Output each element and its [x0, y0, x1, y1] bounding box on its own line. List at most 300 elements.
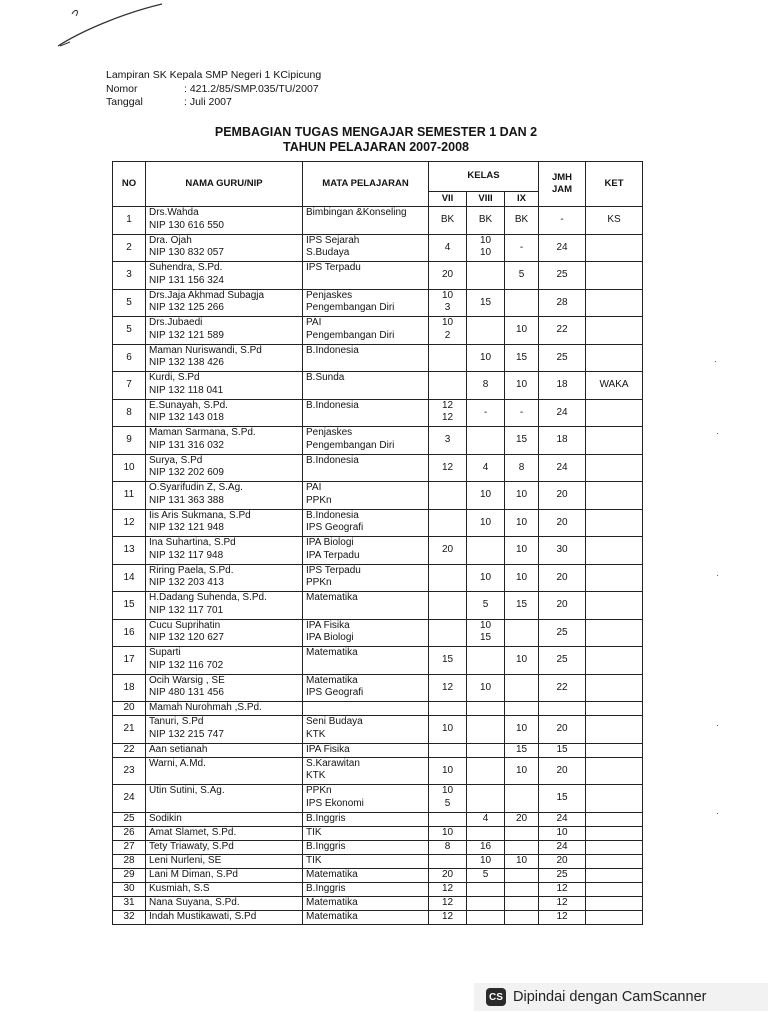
cell-vii — [429, 289, 467, 317]
cell-name — [146, 372, 303, 400]
cell-vii — [429, 564, 467, 592]
table-row — [113, 840, 643, 854]
cell-no — [113, 674, 146, 702]
col-header-ket: KET — [586, 162, 643, 207]
cell-ket — [586, 716, 643, 744]
cell-ket — [586, 868, 643, 882]
cell-no — [113, 647, 146, 675]
header-nomor-value: : 421.2/85/SMP.035/TU/2007 — [184, 82, 319, 95]
cell-vii-value: 10 — [441, 317, 454, 328]
cell-subject — [303, 896, 429, 910]
cell-name-line: NIP 132 117 701 — [149, 604, 224, 616]
cell-no — [113, 454, 146, 482]
cell-jml — [539, 674, 586, 702]
cell-vii-value: 12 — [441, 399, 454, 411]
cell-ix — [505, 592, 539, 620]
cell-ket — [586, 619, 643, 647]
table-row — [113, 868, 643, 882]
cell-name-line: NIP 132 215 747 — [149, 728, 224, 740]
cell-name — [146, 207, 303, 235]
cell-jml — [539, 854, 586, 868]
cell-viii — [467, 647, 505, 675]
cell-ix — [505, 564, 539, 592]
table-row — [113, 454, 643, 482]
cell-ix — [505, 344, 539, 372]
col-header-jml-line1: JMH — [551, 171, 573, 183]
cell-name-line: Indah Mustikawati, S.Pd — [149, 910, 257, 922]
cell-ket — [586, 785, 643, 813]
cell-jml-line: 25 — [556, 626, 568, 638]
cell-ix — [505, 882, 539, 896]
cell-subject-line: IPA Biologi — [306, 632, 354, 643]
edge-mark: · — [716, 428, 719, 438]
cell-vii-value: 10 — [441, 826, 454, 838]
cell-jml — [539, 716, 586, 744]
cell-subject-line: B.Inggris — [306, 882, 346, 894]
cell-subject-line: PAI — [306, 317, 322, 328]
cell-no — [113, 743, 146, 757]
cell-jml — [539, 509, 586, 537]
cell-jml-line: 20 — [556, 764, 568, 776]
cell-name-line: Nana Suyana, S.Pd. — [149, 896, 240, 908]
cell-name-line: NIP 132 116 702 — [149, 659, 224, 671]
cell-vii-value: 12 — [441, 896, 454, 908]
cell-viii — [467, 344, 505, 372]
cell-no-line: 28 — [123, 854, 135, 866]
cell-no-line: 16 — [123, 626, 135, 638]
cell-jml — [539, 702, 586, 716]
cell-subject-line: IPS Ekonomi — [306, 797, 364, 809]
cell-subject-line: TIK — [306, 826, 322, 838]
cell-ix — [505, 647, 539, 675]
cell-subject-line: Matematika — [306, 896, 358, 908]
cell-subject-line: Matematika — [306, 868, 358, 880]
cell-subject-line: B.Indonesia — [306, 399, 359, 411]
cell-viii-value: 10 — [479, 681, 492, 693]
cell-jml — [539, 868, 586, 882]
cell-subject — [303, 289, 429, 317]
cell-viii — [467, 482, 505, 510]
col-header-no: NO — [113, 162, 146, 207]
cell-no-line: 30 — [123, 882, 135, 894]
cell-name-line: Amat Slamet, S.Pd. — [149, 826, 237, 838]
cell-subject — [303, 840, 429, 854]
table-row — [113, 482, 643, 510]
cell-subject — [303, 910, 429, 924]
cell-ket — [586, 882, 643, 896]
cell-viii — [467, 674, 505, 702]
cell-jml-line: 20 — [556, 599, 568, 610]
cell-name — [146, 674, 303, 702]
cell-subject — [303, 882, 429, 896]
table-row — [113, 647, 643, 675]
header-tanggal-row — [106, 96, 321, 110]
cell-vii — [429, 882, 467, 896]
cell-subject — [303, 785, 429, 813]
cell-vii-value: 20 — [441, 269, 454, 280]
table-row — [113, 743, 643, 757]
cell-subject-line: Matematika — [306, 647, 358, 658]
header-tanggal-label: Tanggal — [106, 96, 143, 108]
cell-name-line: Utin Sutini, S.Ag. — [149, 785, 225, 796]
cell-jml — [539, 826, 586, 840]
cell-jml — [539, 372, 586, 400]
cell-ix — [505, 509, 539, 537]
cell-subject-line: Pengembangan Diri — [306, 329, 395, 341]
cell-jml — [539, 427, 586, 455]
cell-viii-value: 10 — [479, 571, 492, 583]
cell-no — [113, 868, 146, 882]
cell-ix-value: 10 — [515, 324, 528, 335]
cell-name — [146, 564, 303, 592]
cell-ix — [505, 454, 539, 482]
cell-jml — [539, 482, 586, 510]
cell-name-line: NIP 132 118 041 — [149, 384, 224, 396]
cell-viii — [467, 619, 505, 647]
cell-name — [146, 289, 303, 317]
cell-subject-line: B.Inggris — [306, 812, 346, 824]
cell-no-line: 23 — [123, 764, 135, 776]
cell-subject-line: IPA Biologi — [306, 537, 354, 548]
header-nomor-row — [106, 83, 321, 97]
cell-jml-line: 12 — [556, 896, 568, 908]
cell-jml-line: 20 — [556, 516, 568, 528]
cell-subject-line: TIK — [306, 854, 322, 866]
cell-name-line: NIP 132 203 413 — [149, 577, 224, 588]
cell-name-line: NIP 132 121 589 — [149, 329, 224, 341]
cell-vii-value: 4 — [444, 241, 451, 253]
cell-name-line: Ocih Warsig , SE — [149, 674, 225, 686]
table-row — [113, 537, 643, 565]
table-row — [113, 826, 643, 840]
cell-no-line: 26 — [123, 826, 135, 838]
cell-name-line: H.Dadang Suhenda, S.Pd. — [149, 592, 267, 603]
cell-subject-line: Matematika — [306, 910, 358, 922]
cell-viii — [467, 716, 505, 744]
cell-no-line: 32 — [123, 910, 135, 922]
cell-ix — [505, 896, 539, 910]
cell-subject — [303, 716, 429, 744]
cell-jml-line: 24 — [556, 461, 568, 473]
cell-jml-line: 24 — [556, 241, 568, 253]
cell-vii-value: 15 — [441, 654, 454, 665]
cell-name — [146, 702, 303, 716]
col-header-ix: IX — [505, 192, 539, 207]
cell-no-line: 17 — [123, 654, 135, 665]
cell-subject-line: B.Indonesia — [306, 509, 359, 521]
cell-ix-value: 10 — [515, 544, 528, 555]
cell-subject — [303, 482, 429, 510]
cell-ix-value: - — [519, 241, 524, 253]
cell-vii-value: 5 — [444, 797, 451, 809]
cell-ket — [586, 854, 643, 868]
cell-subject-line: IPS Sejarah — [306, 234, 360, 246]
cell-name-line: Aan setianah — [149, 743, 208, 755]
cell-subject-line: Bimbingan &Konseling — [306, 207, 407, 218]
cell-jml — [539, 896, 586, 910]
cell-subject — [303, 399, 429, 427]
cell-no — [113, 207, 146, 235]
cell-jml-line: 20 — [556, 489, 568, 500]
cell-no-line: 15 — [123, 599, 135, 610]
cell-vii — [429, 537, 467, 565]
table-row — [113, 882, 643, 896]
cell-ix — [505, 840, 539, 854]
cell-ix-value: 5 — [518, 269, 525, 280]
cell-viii-value: 15 — [479, 296, 492, 308]
cell-no — [113, 537, 146, 565]
cell-no-line: 29 — [123, 868, 135, 880]
cell-name — [146, 344, 303, 372]
cell-name-line: Lani M Diman, S.Pd — [149, 868, 238, 880]
cell-name-line: Cucu Suprihatin — [149, 619, 221, 631]
cell-name-line: NIP 132 120 627 — [149, 632, 224, 643]
cell-jml-line: 10 — [556, 826, 568, 838]
cell-no — [113, 854, 146, 868]
cell-vii — [429, 647, 467, 675]
table-row — [113, 262, 643, 290]
cell-subject — [303, 537, 429, 565]
cell-name — [146, 537, 303, 565]
cell-no-line: 24 — [123, 792, 135, 803]
cell-subject-line: S.Budaya — [306, 247, 350, 258]
cell-name — [146, 619, 303, 647]
cell-no — [113, 317, 146, 345]
cell-no — [113, 427, 146, 455]
cell-jml — [539, 454, 586, 482]
cell-subject-line: B.Sunda — [306, 372, 345, 383]
cell-viii — [467, 454, 505, 482]
cell-jml — [539, 262, 586, 290]
cell-ket — [586, 207, 643, 235]
cell-ix — [505, 262, 539, 290]
cell-name — [146, 716, 303, 744]
cell-vii — [429, 826, 467, 840]
cell-jml-line: 22 — [556, 324, 568, 335]
cell-jml — [539, 399, 586, 427]
cell-no — [113, 372, 146, 400]
cell-vii-value: 12 — [441, 910, 454, 922]
cell-no-line: 22 — [123, 743, 135, 755]
cell-jml — [539, 785, 586, 813]
cell-jml-line: 24 — [556, 840, 568, 852]
cell-vii-value: 12 — [441, 882, 454, 894]
cell-name — [146, 840, 303, 854]
cell-name-line: NIP 132 143 018 — [149, 412, 224, 423]
pen-scribble-mark — [50, 2, 170, 52]
table-body — [113, 207, 643, 925]
cell-jml — [539, 910, 586, 924]
cell-no-line: 31 — [123, 896, 135, 908]
cell-name-line: Surya, S.Pd — [149, 454, 203, 466]
cell-viii-value: - — [483, 406, 488, 418]
edge-mark: · — [716, 720, 719, 730]
cell-name — [146, 826, 303, 840]
cell-jml-line: 12 — [556, 910, 568, 922]
cell-ket — [586, 399, 643, 427]
cell-subject — [303, 427, 429, 455]
cell-subject — [303, 702, 429, 716]
cell-ket — [586, 757, 643, 785]
cell-ket — [586, 840, 643, 854]
cell-name-line: Dra. Ojah — [149, 234, 192, 246]
cell-ket — [586, 743, 643, 757]
cell-vii — [429, 344, 467, 372]
cell-subject — [303, 826, 429, 840]
cell-jml-line: 28 — [556, 296, 568, 308]
cell-no — [113, 592, 146, 620]
cell-jml-line: 24 — [556, 406, 568, 418]
cell-name-line: NIP 132 121 948 — [149, 522, 224, 533]
cell-name-line: NIP 130 832 057 — [149, 247, 224, 258]
cell-ix-value: 15 — [515, 599, 528, 610]
cell-vii — [429, 592, 467, 620]
cell-jml-line: 15 — [556, 743, 568, 755]
cell-viii — [467, 840, 505, 854]
cell-name-line: Leni Nurleni, SE — [149, 854, 222, 866]
cell-ket — [586, 910, 643, 924]
cell-subject-line: IPA Fisika — [306, 743, 350, 755]
cell-jml-line: 20 — [556, 571, 568, 583]
cell-viii — [467, 854, 505, 868]
cell-viii-value: 10 — [479, 619, 492, 631]
cell-viii-value: 10 — [479, 854, 492, 866]
cell-subject — [303, 674, 429, 702]
table-row — [113, 619, 643, 647]
cell-ket — [586, 372, 643, 400]
cell-ket — [586, 262, 643, 290]
cell-subject-line: KTK — [306, 728, 326, 740]
cell-vii — [429, 399, 467, 427]
table-row — [113, 785, 643, 813]
cell-viii-value: 8 — [482, 379, 489, 390]
cell-name-line: NIP 131 156 324 — [149, 274, 224, 286]
cell-vii-value: 10 — [441, 289, 454, 301]
cell-ix-value: 20 — [515, 812, 528, 824]
cell-subject-line: PPKn — [306, 785, 332, 796]
cell-jml-line: 22 — [556, 681, 568, 693]
cell-name — [146, 785, 303, 813]
cell-vii-value: 20 — [441, 868, 454, 880]
cell-jml — [539, 289, 586, 317]
cell-vii — [429, 910, 467, 924]
cell-vii-value: 12 — [441, 681, 454, 693]
cell-name-line: Tanuri, S.Pd — [149, 716, 204, 727]
table-row — [113, 317, 643, 345]
cell-subject — [303, 262, 429, 290]
cell-ix-value: - — [519, 406, 524, 418]
cell-vii-value: 10 — [441, 723, 454, 734]
cell-vii — [429, 317, 467, 345]
col-header-kelas: KELAS — [429, 162, 539, 192]
cell-vii — [429, 509, 467, 537]
cell-name-line: Iis Aris Sukmana, S.Pd — [149, 509, 251, 521]
cell-subject-line: Pengembangan Diri — [306, 439, 395, 451]
cell-ket — [586, 234, 643, 262]
cell-vii — [429, 372, 467, 400]
cell-name-line: Suparti — [149, 647, 181, 658]
cell-name — [146, 262, 303, 290]
cell-jml — [539, 840, 586, 854]
cell-ix — [505, 826, 539, 840]
cell-vii-value: 3 — [444, 302, 451, 313]
cell-viii-value: 4 — [482, 461, 489, 473]
cell-ket — [586, 454, 643, 482]
cell-no — [113, 910, 146, 924]
cell-ix — [505, 372, 539, 400]
cell-vii — [429, 427, 467, 455]
edge-mark: · — [716, 808, 719, 818]
cell-jml — [539, 317, 586, 345]
table-row — [113, 592, 643, 620]
header-tanggal-value: : Juli 2007 — [184, 96, 232, 108]
cell-no-line: 2 — [126, 241, 132, 253]
cell-vii — [429, 702, 467, 716]
cell-ix-value: 15 — [515, 434, 528, 445]
col-header-nama: NAMA GURU/NIP — [146, 162, 303, 207]
table-row — [113, 344, 643, 372]
cell-ket — [586, 344, 643, 372]
cell-no-line: 3 — [126, 269, 132, 280]
cell-ket — [586, 896, 643, 910]
cell-jml-line: - — [560, 214, 564, 225]
cell-name-line: Ina Suhartina, S.Pd — [149, 537, 236, 548]
cell-viii — [467, 372, 505, 400]
table-row — [113, 509, 643, 537]
cell-jml-line: 18 — [556, 379, 568, 390]
cell-subject — [303, 743, 429, 757]
cell-ix — [505, 482, 539, 510]
cell-no-line: 11 — [123, 489, 135, 500]
cell-subject — [303, 344, 429, 372]
cell-viii — [467, 757, 505, 785]
cell-jml — [539, 812, 586, 826]
cell-no — [113, 757, 146, 785]
cell-vii — [429, 262, 467, 290]
cell-vii — [429, 619, 467, 647]
cell-name-line: Suhendra, S.Pd. — [149, 262, 223, 273]
cell-ix-value: 10 — [515, 854, 528, 866]
cell-jml — [539, 619, 586, 647]
cell-ix — [505, 399, 539, 427]
cell-no-line: 20 — [123, 702, 135, 714]
cell-ket — [586, 592, 643, 620]
cell-vii-value: 10 — [441, 785, 454, 796]
cell-viii-value: 5 — [482, 868, 489, 880]
col-header-vii: VII — [429, 192, 467, 207]
cell-ix — [505, 674, 539, 702]
cell-jml — [539, 882, 586, 896]
cell-no — [113, 882, 146, 896]
cell-name-line: O.Syarifudin Z, S.Ag. — [149, 482, 243, 493]
teaching-assignment-table — [112, 161, 643, 925]
cell-subject-line: B.Indonesia — [306, 454, 359, 466]
cell-ket — [586, 674, 643, 702]
cell-no-line: 21 — [123, 723, 135, 734]
cell-ix-value: 8 — [518, 461, 525, 473]
cell-ix — [505, 757, 539, 785]
cell-no-line: 7 — [126, 379, 132, 390]
cell-subject — [303, 317, 429, 345]
cell-viii-value: 15 — [479, 632, 492, 643]
cell-name-line: Maman Sarmana, S.Pd. — [149, 427, 256, 438]
table-row — [113, 564, 643, 592]
camscanner-logo-icon: CS — [486, 988, 506, 1006]
cell-name — [146, 399, 303, 427]
cell-name — [146, 882, 303, 896]
cell-subject-line: Matematika — [306, 592, 358, 603]
edge-mark: · — [714, 356, 717, 366]
